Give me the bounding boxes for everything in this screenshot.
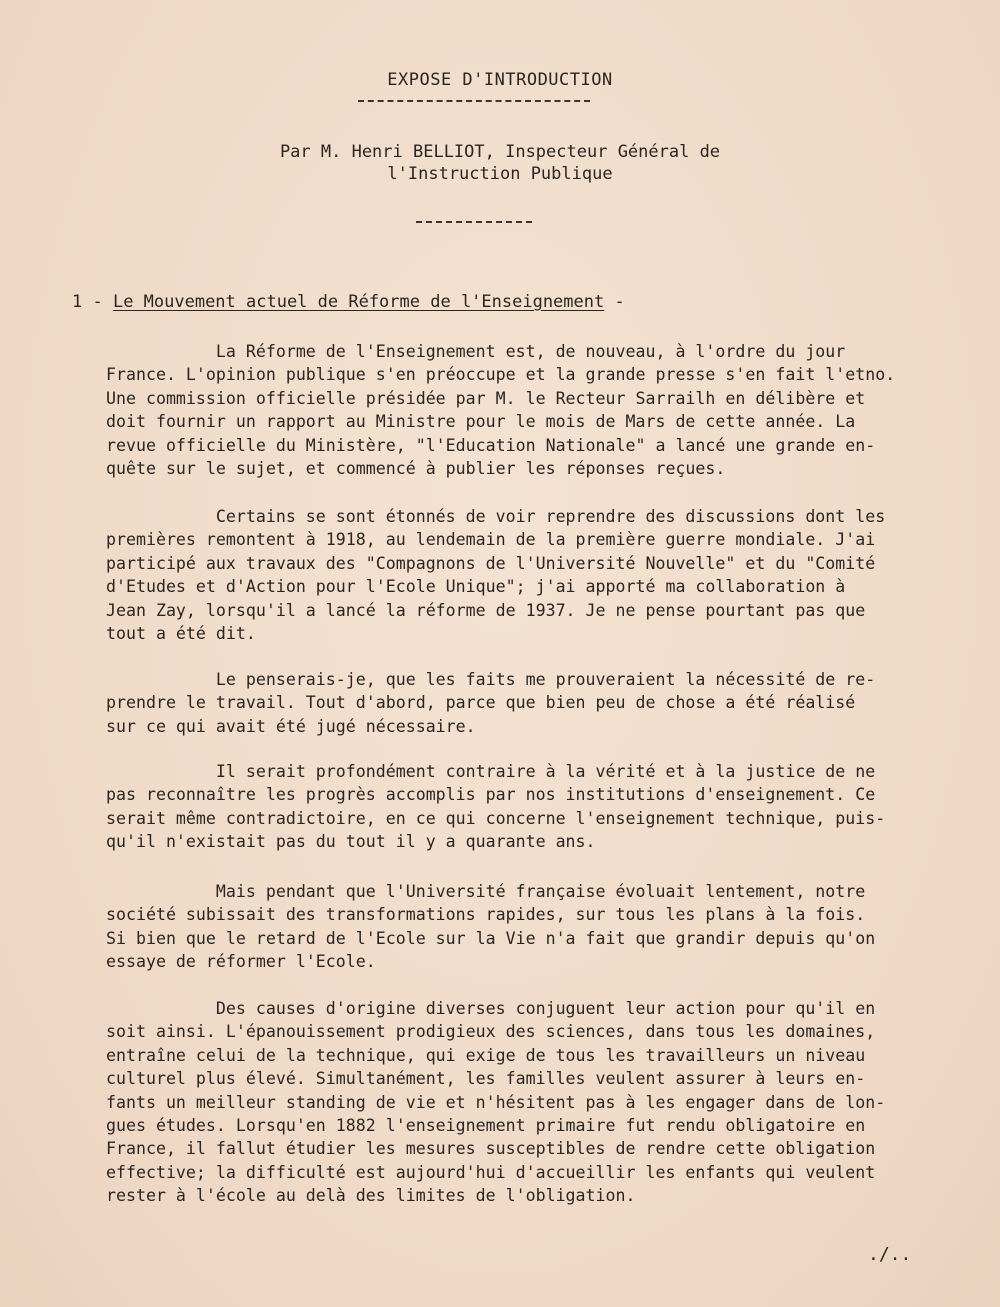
text-line: Il serait profondément contraire à la vérité et à la justice de ne [106, 762, 876, 781]
paragraph-2 [106, 505, 986, 645]
text-line: serait même contradictoire, en ce qui concerne l'enseignement technique, puis- [106, 808, 886, 828]
title-underline [358, 100, 590, 102]
text-line: France, il fallut étudier les mesures susceptibles de rendre cette obligation [106, 1139, 876, 1159]
text-line: Si bien que le retard de l'Ecole sur la Vie n'a fait que grandir depuis qu'on [106, 928, 876, 948]
continuation-mark: ./.. [868, 1244, 912, 1265]
separator-rule [416, 221, 532, 223]
text-line: quête sur le sujet, et commencé à publier les réponses reçues. [106, 459, 726, 479]
text-line: Des causes d'origine diverses conjuguent leur action pour qu'il en [106, 999, 876, 1018]
text-line: essaye de réformer l'Ecole. [106, 952, 376, 972]
text-line: soit ainsi. L'épanouissement prodigieux des sciences, dans tous les domaines, [106, 1022, 876, 1042]
text-line: sur ce qui avait été jugé nécessaire. [106, 716, 476, 736]
byline-line: l'Instruction Publique [387, 164, 613, 184]
text-line: fants un meilleur standing de vie et n'hésitent pas à les engager dans de lon- [106, 1092, 886, 1112]
text-line: Mais pendant que l'Université française évoluait lentement, notre [106, 882, 866, 901]
text-line: France. L'opinion publique s'en préoccupe et la grande presse s'en fait l'etno. [106, 365, 896, 385]
paragraph-1 [106, 340, 986, 480]
section-heading [72, 292, 625, 312]
text-line: qu'il n'existait pas du tout il y a quarante ans. [106, 832, 596, 852]
section-number: 1 - [72, 292, 113, 312]
text-line: participé aux travaux des "Compagnons de l'Université Nouvelle" et du "Comité [106, 553, 876, 573]
text-line: tout a été dit. [106, 624, 256, 644]
text-line: Jean Zay, lorsqu'il a lancé la réforme de 1937. Je ne pense pourtant pas que [106, 600, 866, 620]
text-line: effective; la difficulté est aujourd'hui d'accueillir les enfants qui veulent [106, 1162, 876, 1182]
text-line: rester à l'école au delà des limites de l'obligation. [106, 1186, 636, 1206]
section-suffix: - [604, 292, 625, 312]
text-line: pas reconnaître les progrès accomplis par nos institutions d'enseignement. Ce [106, 785, 876, 805]
text-line: gues études. Lorsqu'en 1882 l'enseignement primaire fut rendu obligatoire en [106, 1116, 866, 1136]
document-title: EXPOSE D'INTRODUCTION [387, 70, 613, 90]
text-line: culturel plus élevé. Simultanément, les familles veulent assurer à leurs en- [106, 1069, 866, 1089]
byline-line: Par M. Henri BELLIOT, Inspecteur Général de [279, 142, 721, 162]
text-line: premières remontent à 1918, au lendemain de la première guerre mondiale. J'ai [106, 530, 876, 550]
text-line: prendre le travail. Tout d'abord, parce que bien peu de chose a été réalisé [106, 693, 856, 713]
paragraph-4 [106, 760, 986, 854]
paragraph-6 [106, 997, 986, 1208]
text-line: Certains se sont étonnés de voir reprendre des discussions dont les [106, 507, 886, 526]
paragraph-5 [106, 880, 986, 974]
text-line: d'Etudes et d'Action pour l'Ecole Unique"; j'ai apporté ma collaboration à [106, 577, 846, 597]
author-byline [0, 141, 1000, 185]
section-title: Le Mouvement actuel de Réforme de l'Enseignement [112, 292, 605, 312]
text-line: La Réforme de l'Enseignement est, de nouveau, à l'ordre du jour [106, 342, 846, 361]
text-line: société subissait des transformations rapides, sur tous les plans à la fois. [106, 905, 866, 925]
paragraph-3 [106, 668, 986, 738]
text-line: Le penserais-je, que les faits me prouveraient la nécessité de re- [106, 670, 876, 689]
text-line: entraîne celui de la technique, qui exige de tous les travailleurs un niveau [106, 1045, 866, 1065]
text-line: revue officielle du Ministère, "l'Education Nationale" a lancé une grande en- [106, 435, 876, 455]
text-line: Une commission officielle présidée par M. le Recteur Sarrailh en délibère et [106, 388, 866, 408]
text-line: doit fournir un rapport au Ministre pour le mois de Mars de cette année. La [106, 412, 856, 432]
